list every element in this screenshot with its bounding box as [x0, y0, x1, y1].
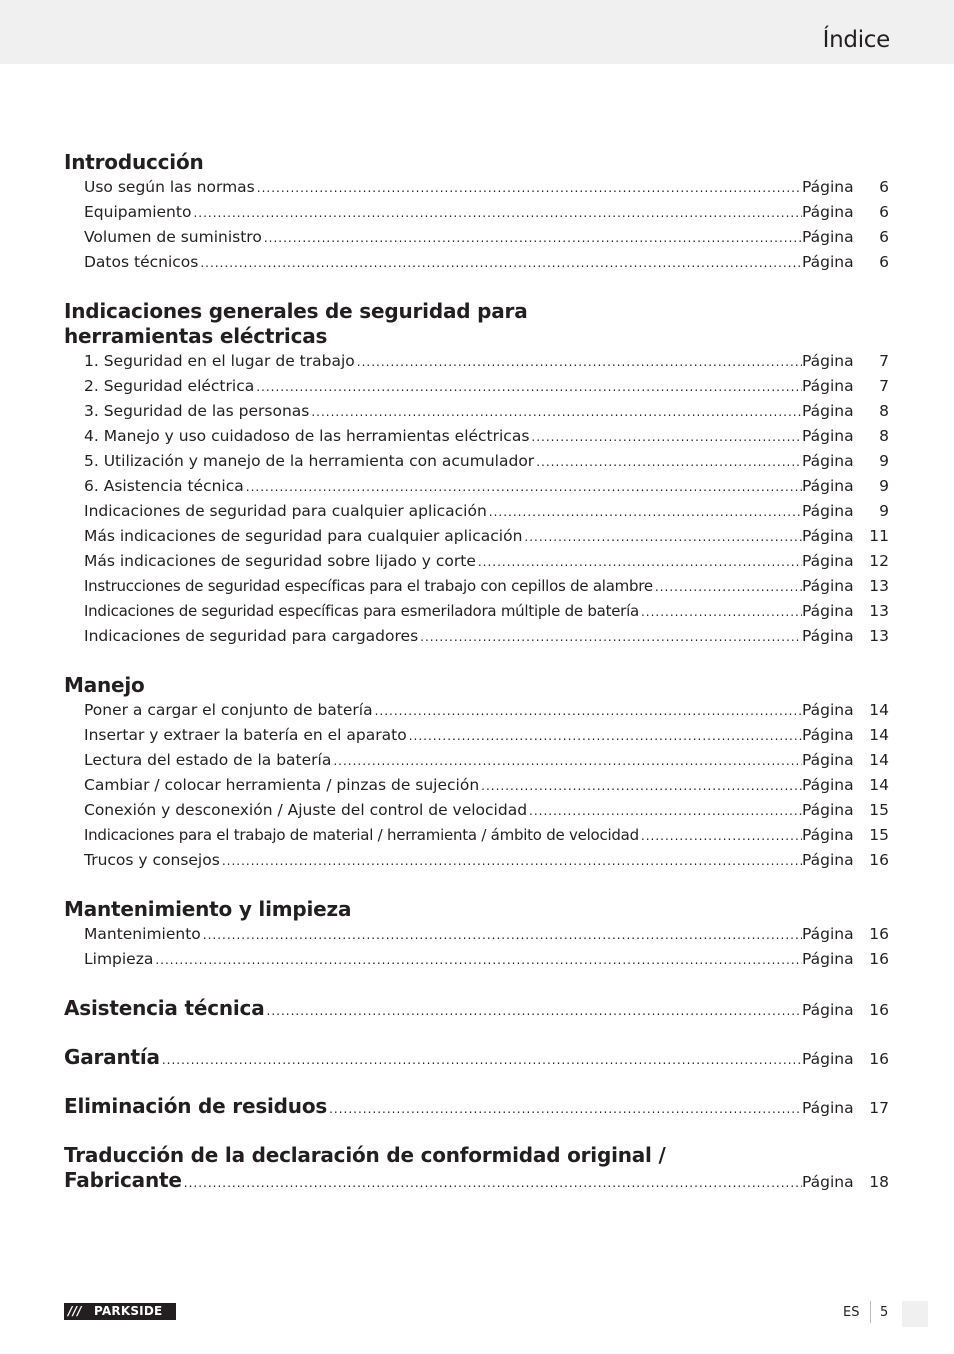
header-bar [0, 0, 954, 64]
toc-section-declaracion [64, 1143, 889, 1193]
toc-section-introduccion [64, 150, 889, 275]
toc-entry[interactable]: Indicaciones de seguridad para cargadores ..... Página 13 [64, 624, 889, 649]
toc-entry[interactable]: Indicaciones de seguridad específicas para esmeriladora múltiple de batería ..... Página 13 [64, 599, 889, 624]
toc-entry[interactable]: 6. Asistencia técnica ..... Página 9 [64, 474, 889, 499]
footer-divider [870, 1301, 871, 1323]
page-footer [0, 1295, 954, 1335]
toc-entry[interactable]: Más indicaciones de seguridad para cualquier aplicación ..... Página 11 [64, 524, 889, 549]
toc-section-eliminacion [64, 1094, 889, 1119]
toc-entry[interactable]: Datos técnicos ..... Página 6 [64, 250, 889, 275]
parkside-logo: /// PARKSIDE [64, 1303, 176, 1320]
toc-entry[interactable]: Volumen de suministro ..... Página 6 [64, 225, 889, 250]
toc-entry-big[interactable]: Asistencia técnica ..... Página 16 [64, 996, 889, 1021]
toc-section-manejo [64, 673, 889, 873]
toc-entry[interactable]: Poner a cargar el conjunto de batería ..... Página 14 [64, 698, 889, 723]
section-title: Introducción [64, 150, 204, 174]
toc-entry[interactable]: Equipamiento ..... Página 6 [64, 200, 889, 225]
toc-entry[interactable]: Uso según las normas ..... Página 6 [64, 175, 889, 200]
toc-section-garantia [64, 1045, 889, 1070]
toc-entry[interactable]: Conexión y desconexión / Ajuste del control de velocidad ..... Página 15 [64, 798, 889, 823]
toc-entry[interactable]: Trucos y consejos ..... Página 16 [64, 848, 889, 873]
toc-entry[interactable]: Mantenimiento ..... Página 16 [64, 922, 889, 947]
section-title: Indicaciones generales de seguridad para [64, 299, 528, 323]
toc-entry[interactable]: 1. Seguridad en el lugar de trabajo ..... Página 7 [64, 349, 889, 374]
toc-entry[interactable]: 4. Manejo y uso cuidadoso de las herramientas eléctricas ..... Página 8 [64, 424, 889, 449]
section-title-line2: herramientas eléctricas [64, 324, 328, 348]
toc-entry[interactable]: 5. Utilización y manejo de la herramienta con acumulador ..... Página 9 [64, 449, 889, 474]
section-title: Manejo [64, 673, 145, 697]
toc-entry[interactable]: Indicaciones para el trabajo de material / herramienta / ámbito de velocidad ..... Página 15 [64, 823, 889, 848]
toc-entry[interactable]: 3. Seguridad de las personas ..... Página 8 [64, 399, 889, 424]
toc-entry[interactable]: Cambiar / colocar herramienta / pinzas de sujeción ..... Página 14 [64, 773, 889, 798]
section-title: Mantenimiento y limpieza [64, 897, 352, 921]
toc-entry-big[interactable]: Eliminación de residuos ..... Página 17 [64, 1094, 889, 1119]
table-of-contents [64, 150, 889, 1217]
toc-entry-big[interactable]: Garantía ..... Página 16 [64, 1045, 889, 1070]
toc-section-mantenimiento [64, 897, 889, 972]
toc-entry-big[interactable]: Fabricante ..... Página 18 [64, 1168, 889, 1193]
toc-entry[interactable]: Insertar y extraer la batería en el aparato ..... Página 14 [64, 723, 889, 748]
toc-section-asistencia [64, 996, 889, 1021]
toc-entry[interactable]: Indicaciones de seguridad para cualquier aplicación ..... Página 9 [64, 499, 889, 524]
toc-entry[interactable]: Más indicaciones de seguridad sobre lijado y corte ..... Página 12 [64, 549, 889, 574]
toc-entry[interactable]: Lectura del estado de la batería ..... Página 14 [64, 748, 889, 773]
page-number: 5 [880, 1305, 889, 1320]
section-title: Traducción de la declaración de conformidad original / [64, 1143, 666, 1167]
toc-entry[interactable]: Instrucciones de seguridad específicas para el trabajo con cepillos de alambre ..... Página 13 [64, 574, 889, 599]
toc-entry[interactable]: Limpieza ..... Página 16 [64, 947, 889, 972]
toc-entry[interactable]: 2. Seguridad eléctrica ..... Página 7 [64, 374, 889, 399]
page-title: Índice [822, 27, 890, 53]
toc-section-seguridad [64, 299, 889, 649]
language-code: ES [843, 1305, 860, 1320]
footer-tab [902, 1301, 928, 1327]
